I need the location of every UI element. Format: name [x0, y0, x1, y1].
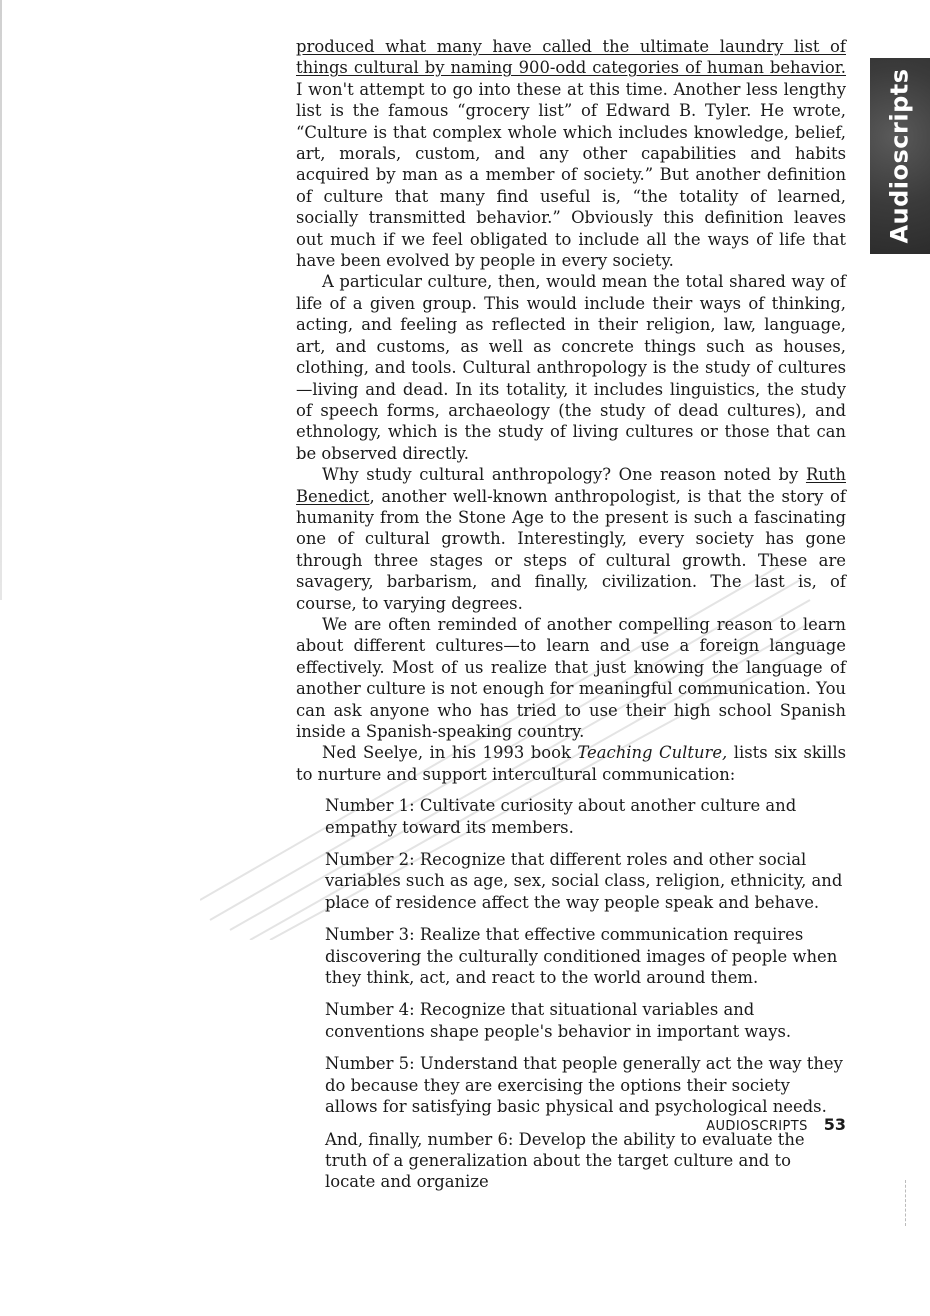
list-item: Number 4: Recognize that situational variables and conventions shape people's behavior in important ways. — [325, 1000, 792, 1041]
list-item: Number 2: Recognize that different roles and other social variables such as age, sex, social class, religion, ethnicity, and place of residence affect the way people speak and behave. — [325, 850, 843, 912]
paragraph-3-before: Why study cultural anthropology? One reason noted by — [322, 465, 806, 485]
main-text-column — [296, 36, 846, 1204]
underlined-passage: produced what many have called the ultimate laundry list of things cultural by naming 900-odd categories of human behavior. — [296, 37, 846, 78]
list-item: Number 1: Cultivate curiosity about another culture and empathy toward its members. — [325, 796, 797, 837]
paragraph-1-text: I won't attempt to go into these at this time. Another less lengthy list is the famous “grocery list” of Edward B. Tyler. He wrote, “Culture is that complex whole which includes knowledge, belief, art, morals, custom, and any other capabilities and habits acquired by man as a member of society.” But another definition of culture that many find useful is, “the totality of learned, socially transmitted behavior.” Obviously this definition leaves out much if we feel obligated to include all the ways of life that have been evolved by people in every society. — [296, 79, 846, 271]
list-item: Number 3: Realize that effective communication requires discovering the culturally conditioned images of people when they think, act, and react to the world around them. — [325, 925, 838, 988]
underlined-name: Ruth Benedict — [296, 465, 846, 506]
margin-mark — [905, 1180, 907, 1226]
page-footer — [700, 1115, 846, 1134]
section-side-tab — [870, 58, 930, 254]
book-title: Teaching Culture, — [577, 743, 728, 763]
paragraph-3-after: , another well-known anthropologist, is that the story of humanity from the Stone Age to the present is such a fascinating one of cultural growth. Interestingly, every society has gone through three stages or steps of cultural growth. These are savagery, barbarism, and finally, civilization. The last is, of course, to varying degrees. — [296, 486, 846, 613]
paragraph-4: We are often reminded of another compelling reason to learn about different cultures—to learn and use a foreign language effectively. Most of us realize that just knowing the language of another culture is not enough for meaningful communication. You can ask anyone who has tried to use their high school Spanish inside a Spanish-speaking country. — [296, 614, 846, 741]
paragraph-2: A particular culture, then, would mean the total shared way of life of a given group. This would include their ways of thinking, acting, and feeling as reflected in their religion, law, language, art, and customs, as well as concrete things such as houses, clothing, and tools. Cultural anthropology is the study of cultures—living and dead. In its totality, it includes linguistics, the study of speech forms, archaeology (the study of dead cultures), and ethnology, which is the study of living cultures or those that can be observed directly. — [296, 272, 846, 463]
paragraph-5-after: lists six skills to nurture and support intercultural communication: — [296, 743, 846, 784]
running-footer-label: AUDIOSCRIPTS — [706, 1119, 808, 1134]
list-item: Number 5: Understand that people generally act the way they do because they are exercising the options their society allows for satisfying basic physical and psychological needs. — [325, 1054, 843, 1117]
paragraph-3 — [296, 464, 846, 614]
page-number: 53 — [823, 1115, 846, 1134]
page-binding-edge — [0, 0, 2, 600]
paragraph-1 — [296, 36, 846, 271]
list-item: And, finally, number 6: Develop the ability to evaluate the truth of a generalization about the target culture and to locate and organize — [325, 1129, 805, 1192]
paragraph-5 — [296, 742, 846, 785]
side-tab-label: Audioscripts — [886, 68, 915, 244]
paragraph-5-before: Ned Seelye, in his 1993 book — [322, 743, 578, 763]
